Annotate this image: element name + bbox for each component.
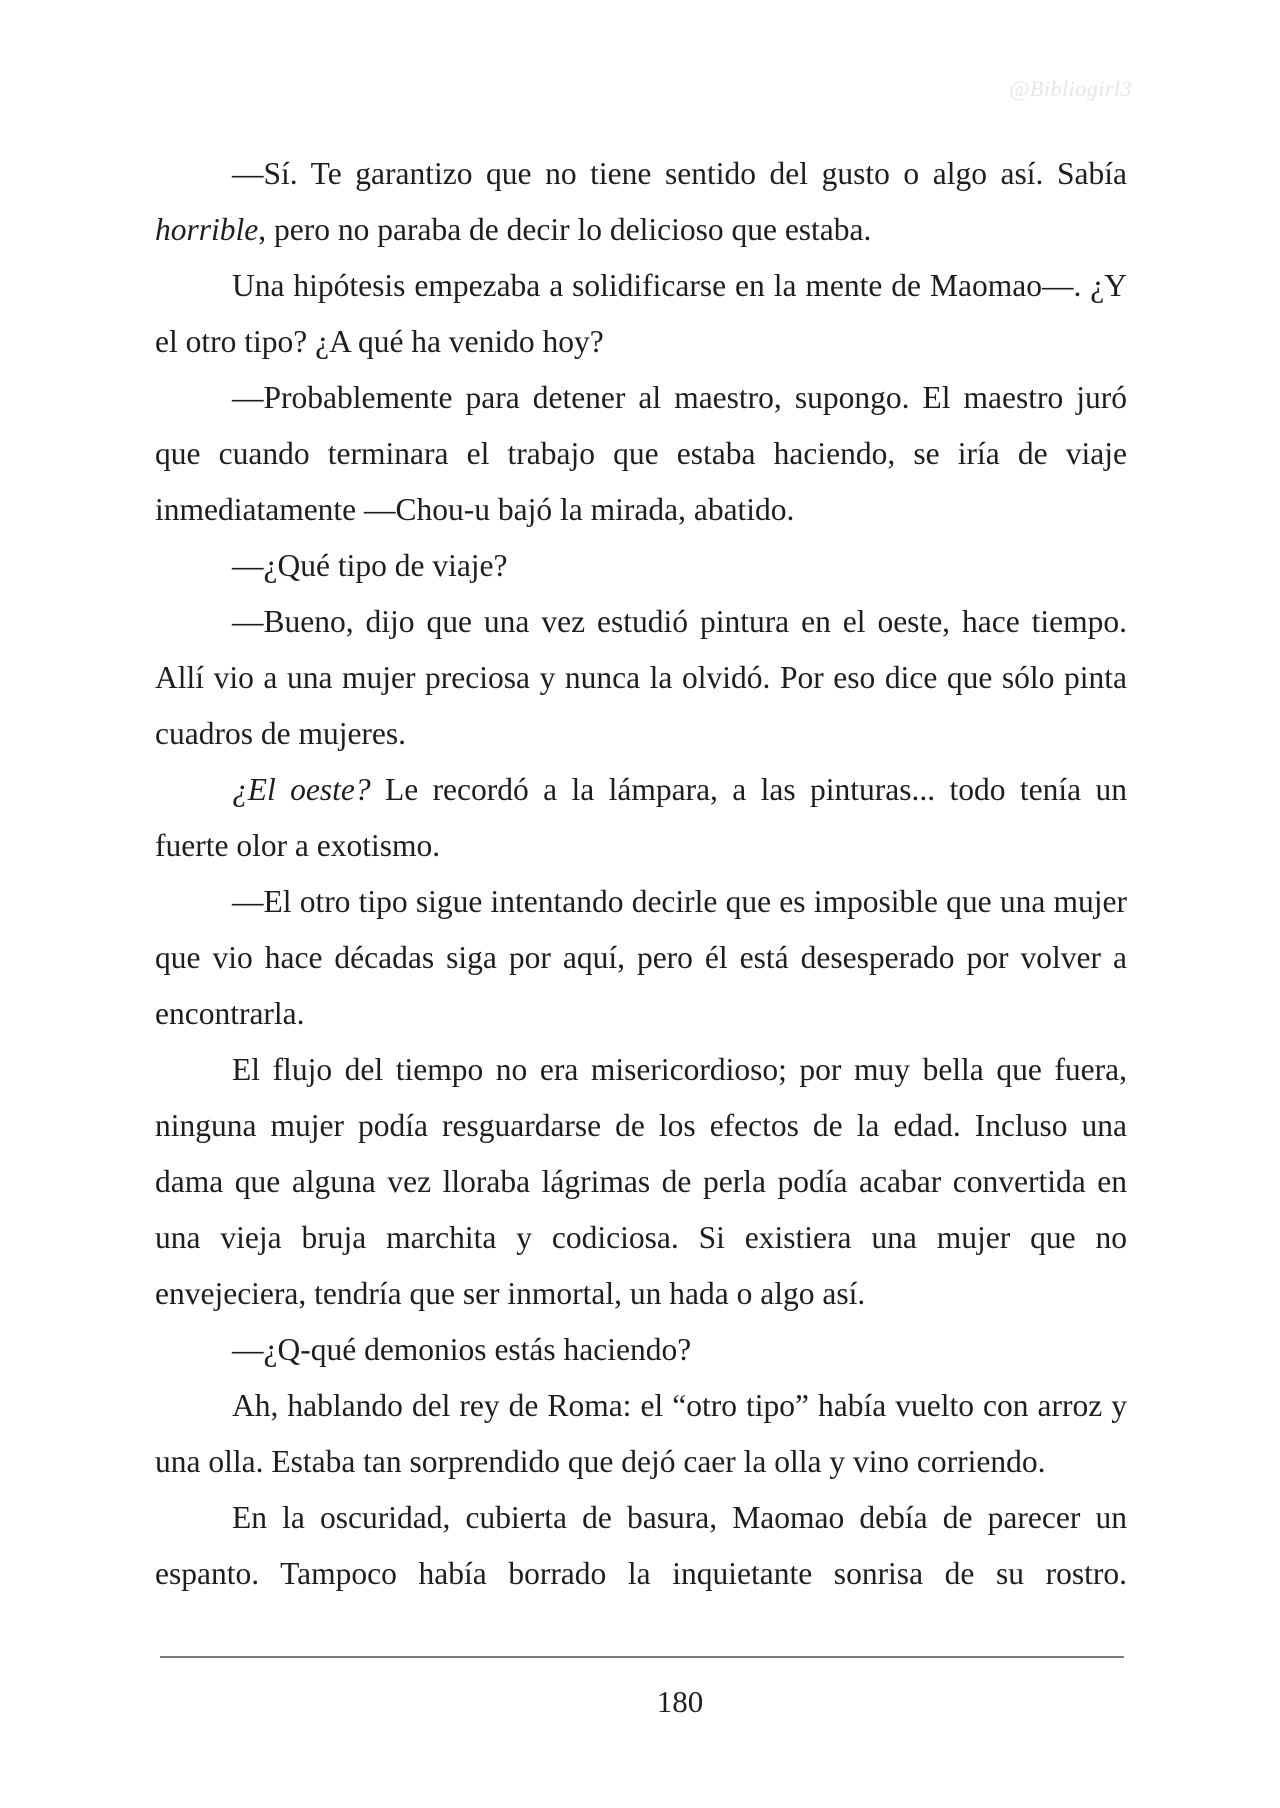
paragraph-8: El flujo del tiempo no era misericordioso; por muy bella que fuera, ninguna mujer podía resguardarse de los efectos de la edad. Incluso una dama que alguna vez lloraba lágrimas de perla podía acabar convertida en una vieja bruja marchita y codiciosa. Si existiera una mujer que no envejeciera, tendría que ser inmortal, un hada o algo así. [155,1052,1127,1311]
paragraph-6-text: Le recordó a la lámpara, a las pinturas... todo tenía un fuerte olor a exotismo. [155,772,1127,863]
paragraph-10: Ah, hablando del rey de Roma: el “otro tipo” había vuelto con arroz y una olla. Estaba tan sorprendido que dejó caer la olla y vino corriendo. [155,1388,1127,1479]
body-text [155,146,1127,1602]
page-number: 180 [656,1684,704,1719]
paragraph-3: —Probablemente para detener al maestro, supongo. El maestro juró que cuando terminara el trabajo que estaba haciendo, se iría de viaje inmediatamente —Chou-u bajó la mirada, abatido. [155,380,1127,527]
paragraph-4: —¿Qué tipo de viaje? [232,548,508,583]
watermark: @Bibliogirl3 [1009,76,1132,101]
footer-divider [160,1656,1124,1658]
paragraph-7: —El otro tipo sigue intentando decirle que es imposible que una mujer que vio hace décadas siga por aquí, pero él está desesperado por volver a encontrarla. [155,884,1127,1031]
paragraph-11: En la oscuridad, cubierta de basura, Maomao debía de parecer un espanto. Tampoco había borrado la inquietante sonrisa de su rostro. [155,1500,1127,1591]
paragraph-1-text: —Sí. Te garantizo que no tiene sentido del gusto o algo así. Sabía [232,156,1127,191]
paragraph-6 [155,762,1127,874]
paragraph-1-italic: horrible [155,212,259,247]
paragraph-5: —Bueno, dijo que una vez estudió pintura en el oeste, hace tiempo. Allí vio a una mujer preciosa y nunca la olvidó. Por eso dice que sólo pinta cuadros de mujeres. [155,604,1127,751]
paragraph-6-italic: ¿El oeste? [232,772,371,807]
paragraph-9: —¿Q-qué demonios estás haciendo? [232,1332,692,1367]
paragraph-2: Una hipótesis empezaba a solidificarse en la mente de Maomao—. ¿Y el otro tipo? ¿A qué ha venido hoy? [155,268,1127,359]
paragraph-1 [155,146,1127,258]
paragraph-1-text-end: , pero no paraba de decir lo delicioso que estaba. [258,212,872,247]
